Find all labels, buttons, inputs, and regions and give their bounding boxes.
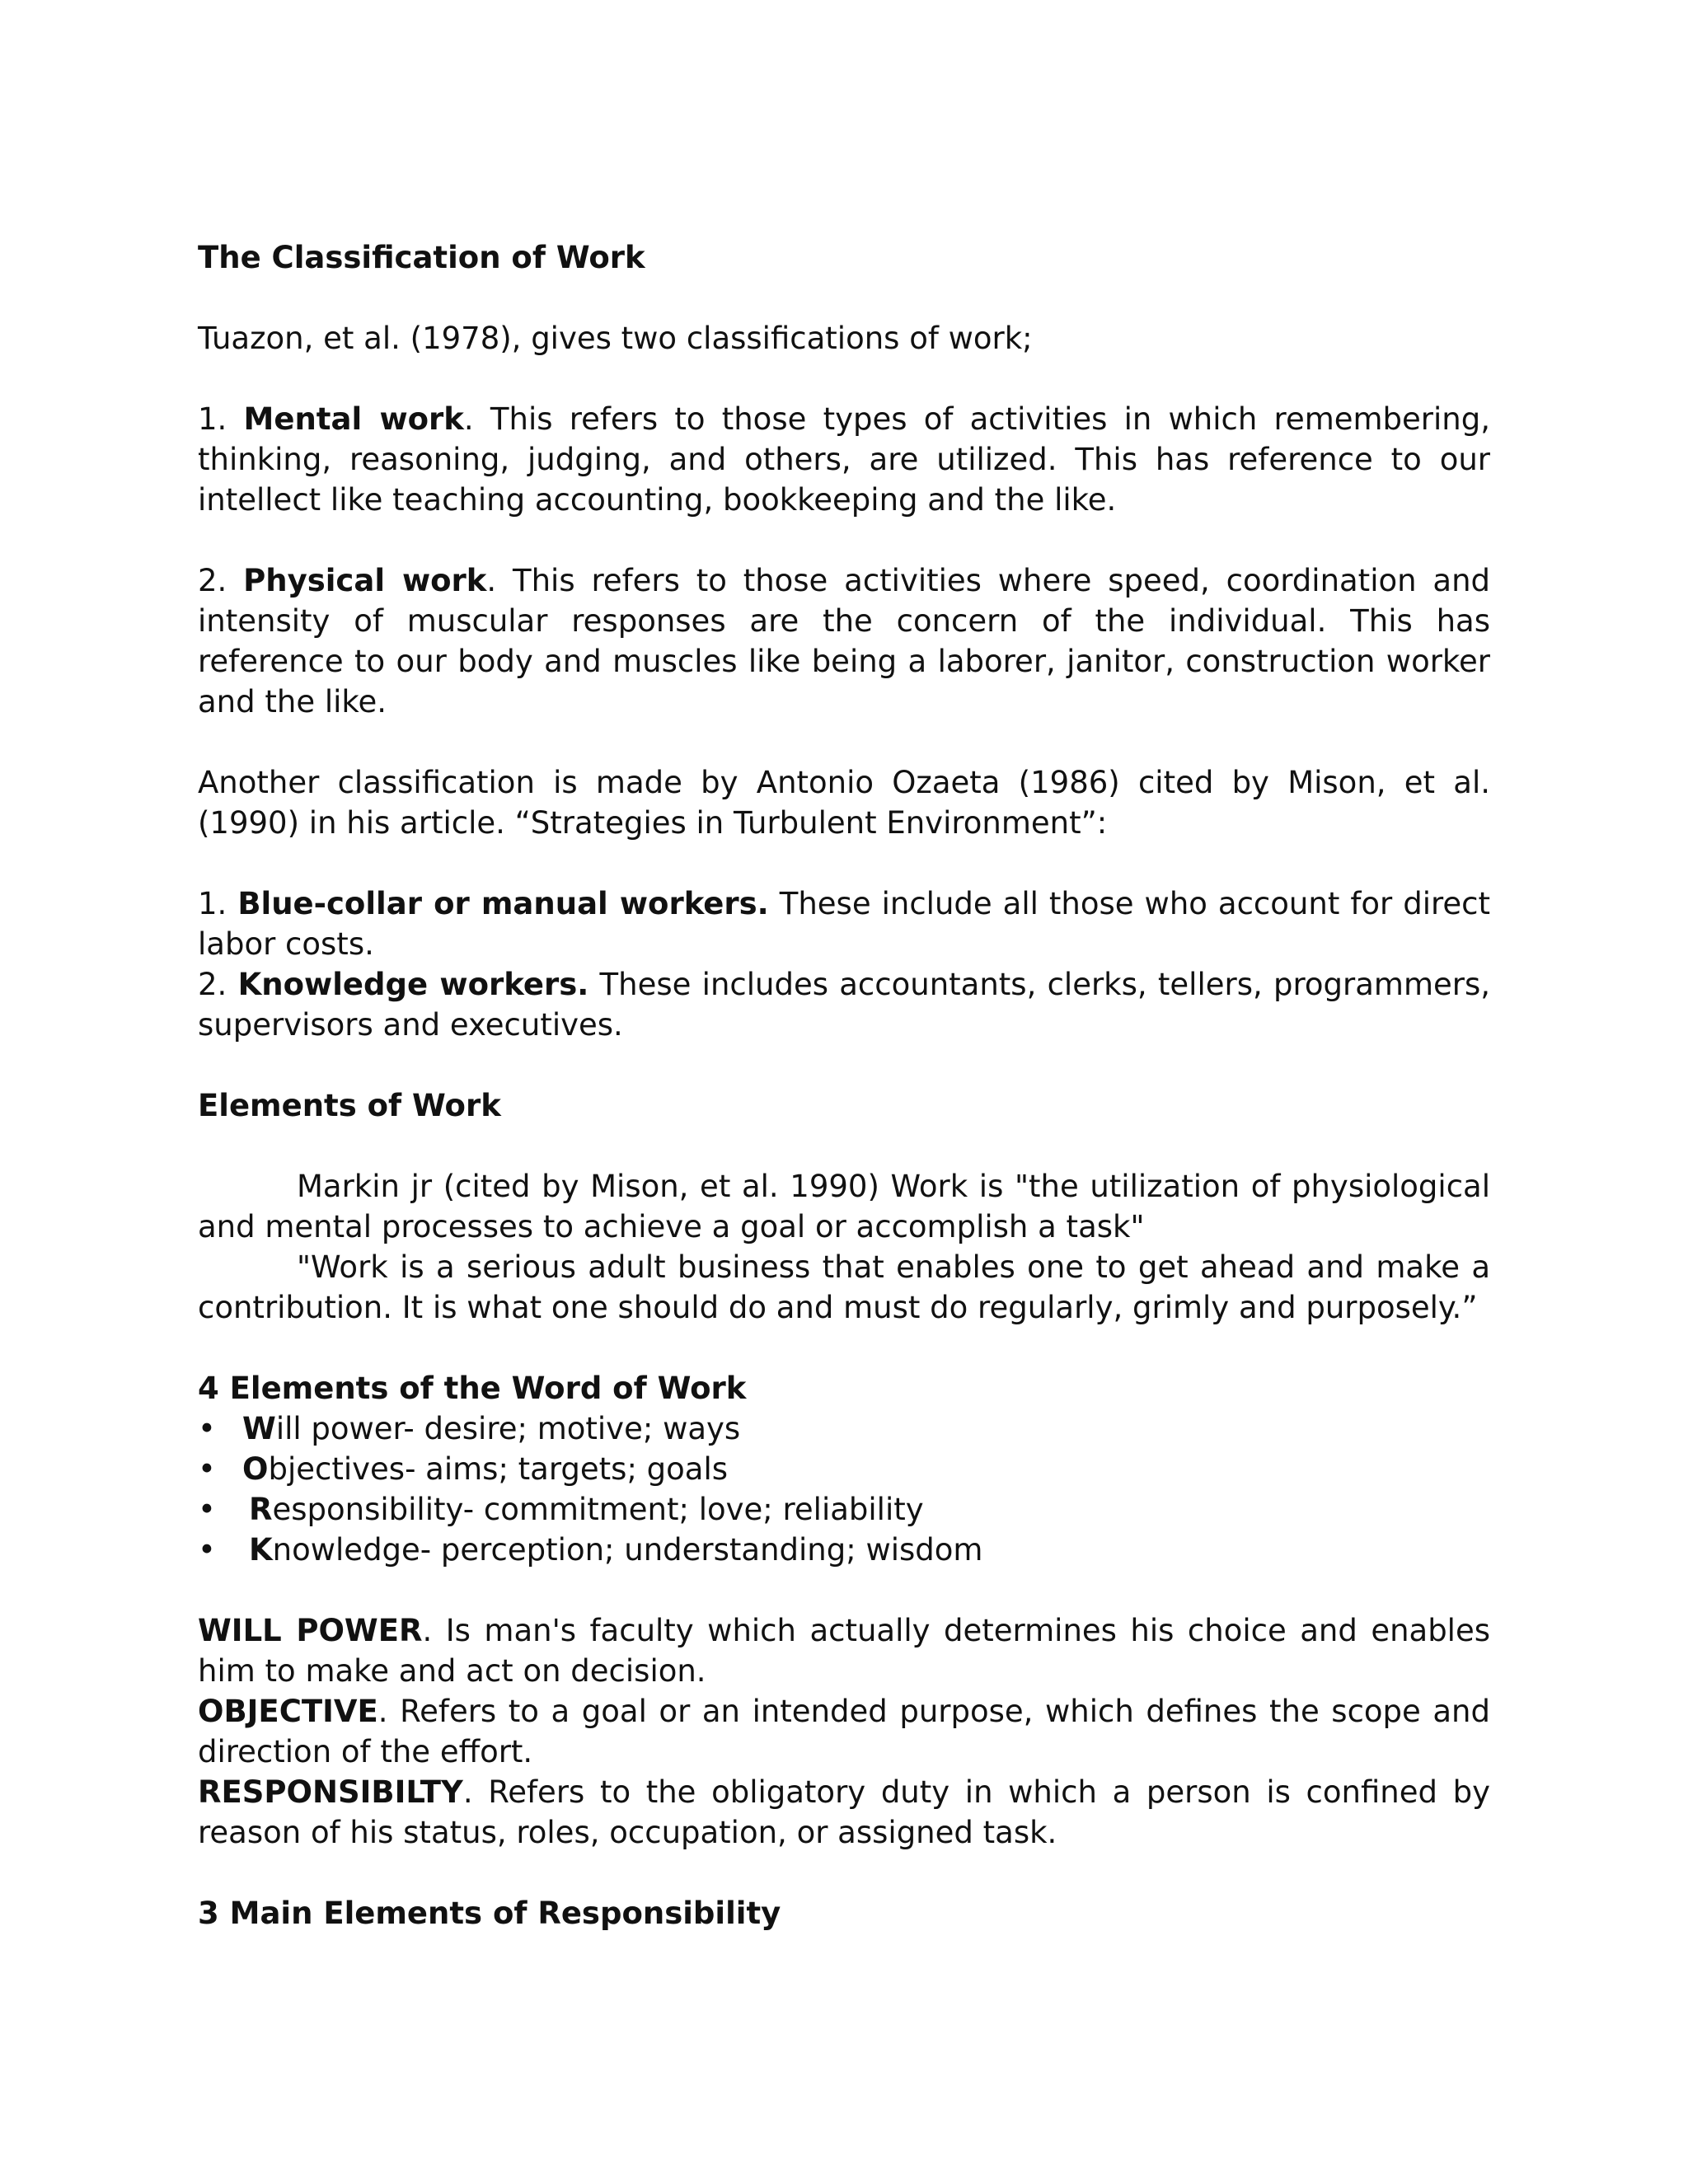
list-item — [198, 1489, 1490, 1530]
bullet-icon: • — [198, 1451, 216, 1487]
elements-heading: Elements of Work — [198, 1088, 501, 1123]
list-item — [198, 1408, 1490, 1449]
knowledge-workers-text: These includes accountants, clerks, tellers, programmers, supervisors and executives. — [198, 967, 1490, 1043]
item-number: 2. — [198, 563, 227, 598]
word-of-work-list — [198, 1408, 1490, 1570]
definition-text: . Refers to a goal or an intended purpose, which defines the scope and direction of the effort. — [198, 1694, 1490, 1769]
mental-work-text: . This refers to those types of activities in which remembering, thinking, reasoning, judging, and others, are utilized. This has reference to our intellect like teaching accounting, bookkeeping and the like. — [198, 401, 1490, 518]
list-item — [198, 1449, 1490, 1489]
list-item-text: esponsibility- commitment; love; reliability — [272, 1492, 924, 1527]
bullet-icon: • — [198, 1411, 216, 1446]
item-number: 1. — [198, 886, 227, 921]
list-item-letter: O — [242, 1451, 269, 1487]
definition-term: OBJECTIVE — [198, 1694, 378, 1729]
markin-paragraph: Markin jr (cited by Mison, et al. 1990) Work is "the utilization of physiological and mental processes to achieve a goal or accomplish a task" — [198, 1169, 1490, 1244]
knowledge-workers-paragraph — [198, 964, 1490, 1045]
list-item-letter: W — [242, 1411, 276, 1446]
document-page — [198, 237, 1490, 1933]
classification-heading: The Classification of Work — [198, 240, 645, 275]
responsibility-definition — [198, 1772, 1490, 1853]
item-number: 2. — [198, 967, 227, 1002]
physical-work-paragraph — [198, 560, 1490, 722]
list-item-text: nowledge- perception; understanding; wisdom — [272, 1532, 983, 1568]
mental-work-term: Mental work — [243, 401, 464, 437]
list-item-text: bjectives- aims; targets; goals — [268, 1451, 729, 1487]
physical-work-text: . This refers to those activities where speed, coordination and intensity of muscular responses are the concern of the individual. This has reference to our body and muscles like being a laborer, janitor, construction worker and the like. — [198, 563, 1490, 719]
list-item-letter: R — [249, 1492, 273, 1527]
objective-definition — [198, 1691, 1490, 1772]
list-item-letter: K — [249, 1532, 273, 1568]
bullet-icon: • — [198, 1492, 216, 1527]
word-of-work-heading: 4 Elements of the Word of Work — [198, 1371, 747, 1406]
knowledge-workers-term: Knowledge workers. — [237, 967, 589, 1002]
mental-work-paragraph — [198, 399, 1490, 520]
responsibility-heading: 3 Main Elements of Responsibility — [198, 1896, 781, 1931]
another-classification-paragraph: Another classification is made by Antonio Ozaeta (1986) cited by Mison, et al. (1990) in his article. “Strategies in Turbulent Environment”: — [198, 765, 1490, 841]
physical-work-term: Physical work — [243, 563, 487, 598]
item-number: 1. — [198, 401, 227, 437]
bullet-icon: • — [198, 1532, 216, 1568]
blue-collar-text: These include all those who account for direct labor costs. — [198, 886, 1490, 962]
blue-collar-term: Blue-collar or manual workers. — [237, 886, 769, 921]
definition-term: RESPONSIBILTY — [198, 1774, 463, 1810]
definition-term: WILL POWER — [198, 1613, 423, 1648]
classification-intro: Tuazon, et al. (1978), gives two classifications of work; — [198, 321, 1033, 356]
list-item-text: ill power- desire; motive; ways — [275, 1411, 741, 1446]
list-item — [198, 1530, 1490, 1570]
definition-text: . Is man's faculty which actually determines his choice and enables him to make and act on decision. — [198, 1613, 1491, 1689]
blue-collar-paragraph — [198, 883, 1490, 964]
will-power-definition — [198, 1610, 1490, 1691]
definition-text: . Refers to the obligatory duty in which a person is confined by reason of his status, roles, occupation, or assigned task. — [198, 1774, 1490, 1850]
serious-business-paragraph: "Work is a serious adult business that enables one to get ahead and make a contribution. It is what one should do and must do regularly, grimly and purposely.” — [198, 1249, 1490, 1325]
